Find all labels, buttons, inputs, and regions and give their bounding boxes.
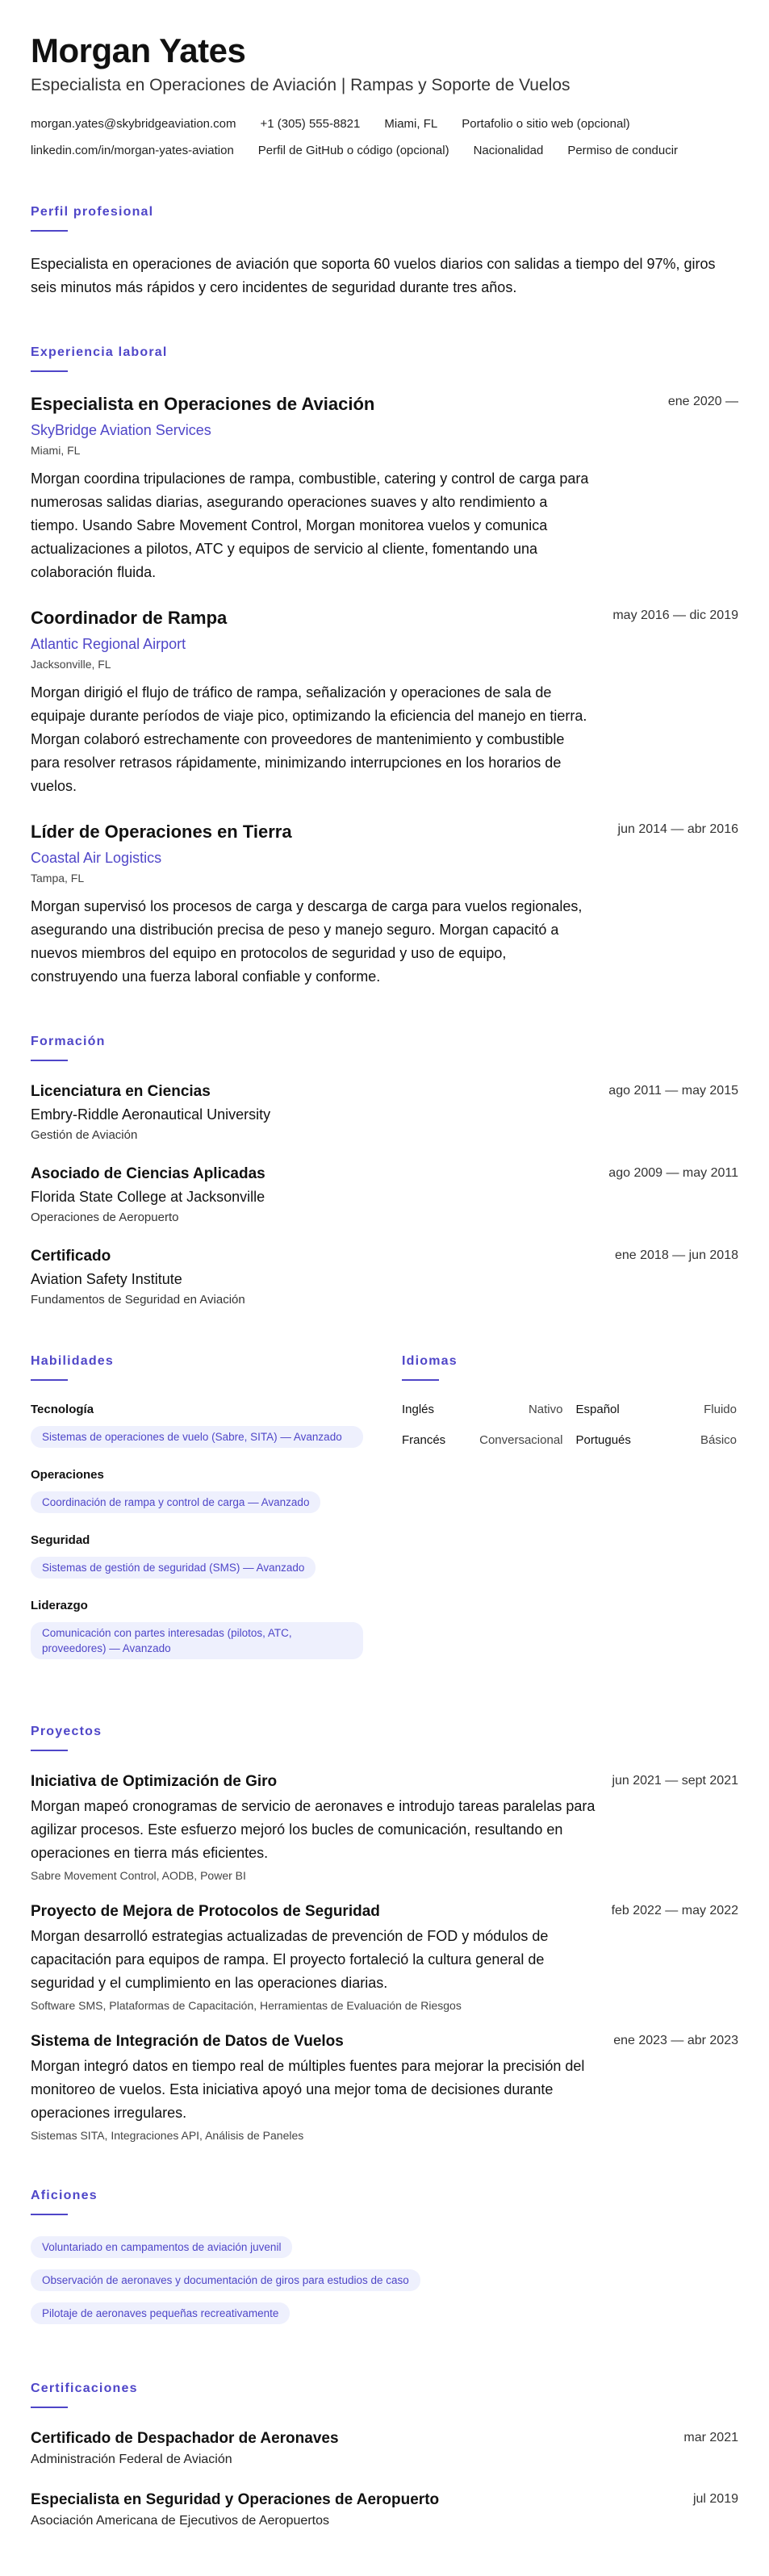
language-name: Español: [575, 1403, 620, 1416]
language-level: Nativo: [528, 1403, 563, 1416]
skill-group: [31, 1598, 370, 1659]
hobby-row: [31, 2302, 738, 2336]
section-title-experience: Experiencia laboral: [31, 345, 168, 359]
section-title-certifications: Certificaciones: [31, 2382, 138, 2395]
job-description: Morgan dirigió el flujo de tráfico de rampa, señalización y operaciones de sala de equipaje durante períodos de viaje pico, optimizando la eficiencia del manejo en tierra. Morgan colaboró estrechamente con proveedores de mantenimiento y combustible para resolver retrasos rápidamente, minimizando interrupciones en los horarios de vuelos.: [31, 684, 587, 794]
language-item: [402, 1402, 563, 1418]
education-degree: Licenciatura en Ciencias: [31, 1083, 211, 1100]
education-field: Fundamentos de Seguridad en Aviación: [31, 1293, 245, 1307]
job-entry: [31, 393, 738, 584]
language-level: Fluido: [704, 1403, 737, 1416]
certification-name: Certificado de Despachador de Aeronaves: [31, 2430, 339, 2447]
skills-section: [31, 1353, 370, 1679]
job-entry: [31, 821, 738, 989]
skill-category: Operaciones: [31, 1468, 104, 1482]
project-dates: jun 2021 — sept 2021: [612, 1774, 738, 1788]
project-entry: [31, 1902, 738, 2013]
project-description: Morgan desarrolló estrategias actualizadas de prevención de FOD y módulos de capacitación para equipos de rampa. El proyecto fortaleció la cultura general de seguridad y el cumplimiento en las operaciones diarias.: [31, 1928, 549, 1991]
job-title: Especialista en Operaciones de Aviación: [31, 394, 375, 414]
education-school: Embry-Riddle Aeronautical University: [31, 1106, 271, 1123]
education-field: Operaciones de Aeropuerto: [31, 1211, 179, 1224]
education-entry: [31, 1165, 738, 1226]
summary-section: [31, 204, 738, 299]
language-item: [576, 1432, 738, 1449]
education-entry: [31, 1082, 738, 1144]
project-entry: [31, 1772, 738, 1883]
section-divider: [31, 230, 68, 232]
certification-date: mar 2021: [683, 2431, 738, 2444]
project-description: Morgan mapeó cronogramas de servicio de aeronaves e introdujo tareas paralelas para agilizar procesos. Este esfuerzo mejoró los bucles de comunicación, resultando en operaciones en tierra más eficientes.: [31, 1798, 596, 1861]
education-section: [31, 1034, 738, 1308]
project-tech: Sistemas SITA, Integraciones API, Análisis de Paneles: [31, 2129, 304, 2142]
resume-header: [31, 31, 738, 159]
hobby-pill: Voluntariado en campamentos de aviación juvenil: [31, 2236, 292, 2258]
skill-group: [31, 1467, 370, 1513]
section-title-education: Formación: [31, 1035, 106, 1048]
summary-text: Especialista en operaciones de aviación que soporta 60 vuelos diarios con salidas a tiempo del 97%, giros seis minutos más rápidos y cero incidentes de seguridad durante tres años.: [31, 256, 716, 295]
certification-entry: [31, 2429, 738, 2468]
education-school: Aviation Safety Institute: [31, 1271, 182, 1287]
education-dates: ago 2011 — may 2015: [608, 1084, 738, 1098]
skill-category: Liderazgo: [31, 1599, 88, 1612]
job-location: Tampa, FL: [31, 872, 85, 884]
language-item: [402, 1432, 563, 1449]
skill-pill: Sistemas de gestión de seguridad (SMS) — Avanzado: [31, 1557, 316, 1579]
education-field: Gestión de Aviación: [31, 1128, 138, 1142]
contact-linkedin[interactable]: linkedin.com/in/morgan-yates-aviation: [31, 144, 234, 157]
language-name: Portugués: [575, 1433, 631, 1447]
project-dates: feb 2022 — may 2022: [611, 1904, 738, 1917]
language-grid: [402, 1402, 737, 1449]
skills-languages-row: [31, 1353, 738, 1679]
education-degree: Certificado: [31, 1248, 111, 1265]
contact-license: Permiso de conducir: [567, 144, 679, 157]
contact-location: Miami, FL: [384, 117, 438, 131]
job-entry: [31, 607, 738, 798]
hobby-pill: Observación de aeronaves y documentación de giros para estudios de caso: [31, 2269, 420, 2291]
hobby-row: [31, 2236, 738, 2269]
hobby-pill: Pilotaje de aeronaves pequeñas recreativamente: [31, 2302, 290, 2324]
job-title: Coordinador de Rampa: [31, 608, 228, 628]
candidate-name: Morgan Yates: [31, 31, 246, 69]
projects-section: [31, 1724, 738, 2143]
language-level: Básico: [700, 1433, 737, 1447]
contact-email[interactable]: morgan.yates@skybridgeaviation.com: [31, 117, 236, 131]
certification-name: Especialista en Seguridad y Operaciones de Aeropuerto: [31, 2491, 440, 2508]
skill-category: Seguridad: [31, 1533, 90, 1547]
education-dates: ene 2018 — jun 2018: [614, 1248, 738, 1262]
contact-github[interactable]: Perfil de GitHub o código (opcional): [257, 144, 449, 157]
language-name: Francés: [402, 1433, 446, 1447]
language-level: Conversacional: [479, 1433, 563, 1447]
section-title-skills: Habilidades: [31, 1354, 115, 1368]
project-title: Proyecto de Mejora de Protocolos de Seguridad: [31, 1903, 380, 1920]
project-description: Morgan integró datos en tiempo real de múltiples fuentes para mejorar la precisión del monitoreo de vuelos. Esta iniciativa apoyó una mejor toma de decisiones durante operaciones irregulares.: [31, 2058, 585, 2121]
languages-section: [402, 1353, 737, 1679]
section-divider: [31, 370, 68, 372]
project-title: Iniciativa de Optimización de Giro: [31, 1773, 278, 1790]
certification-entry: [31, 2490, 738, 2529]
skill-group: [31, 1533, 370, 1579]
certification-issuer: Administración Federal de Aviación: [31, 2453, 232, 2466]
job-dates: may 2016 — dic 2019: [612, 608, 738, 622]
skill-pill: Sistemas de operaciones de vuelo (Sabre, SITA) — Avanzado: [31, 1426, 363, 1448]
experience-section: [31, 345, 738, 989]
contact-info: [31, 116, 733, 159]
job-dates: jun 2014 — abr 2016: [617, 822, 738, 836]
skill-group: [31, 1402, 370, 1448]
job-location: Miami, FL: [31, 444, 81, 457]
project-title: Sistema de Integración de Datos de Vuelos: [31, 2033, 344, 2050]
education-degree: Asociado de Ciencias Aplicadas: [31, 1165, 265, 1182]
education-entry: [31, 1247, 738, 1308]
certification-issuer: Asociación Americana de Ejecutivos de Aeropuertos: [31, 2514, 329, 2528]
section-divider: [31, 2407, 68, 2408]
job-company[interactable]: Coastal Air Logistics: [31, 850, 162, 866]
section-divider: [31, 1750, 68, 1751]
hobby-row: [31, 2269, 738, 2302]
education-school: Florida State College at Jacksonville: [31, 1189, 265, 1205]
skill-pill: Coordinación de rampa y control de carga — Avanzado: [31, 1491, 320, 1513]
job-location: Jacksonville, FL: [31, 658, 111, 671]
job-description: Morgan supervisó los procesos de carga y descarga de carga para vuelos regionales, asegurando una distribución precisa de peso y manejo seguro. Morgan capacitó a nuevos miembros del equipo en protocolos de seguridad y uso de equipo, construyendo una fuerza laboral confiable y conforme.: [31, 898, 583, 985]
language-name: Inglés: [402, 1403, 435, 1416]
job-dates: ene 2020 —: [667, 395, 738, 408]
project-tech: Software SMS, Plataformas de Capacitación, Herramientas de Evaluación de Riesgos: [31, 1999, 462, 2012]
section-divider: [31, 2214, 68, 2215]
hobbies-section: [31, 2188, 738, 2336]
certifications-section: [31, 2381, 738, 2529]
job-company[interactable]: Atlantic Regional Airport: [31, 636, 186, 652]
certification-date: jul 2019: [692, 2492, 738, 2506]
skill-pill: Comunicación con partes interesadas (pilotos, ATC, proveedores) — Avanzado: [31, 1622, 363, 1659]
section-title-languages: Idiomas: [402, 1354, 458, 1368]
contact-nationality: Nacionalidad: [473, 144, 544, 157]
section-divider: [402, 1379, 439, 1381]
section-title-hobbies: Aficiones: [31, 2189, 98, 2202]
section-title-projects: Proyectos: [31, 1725, 102, 1738]
project-tech: Sabre Movement Control, AODB, Power BI: [31, 1869, 246, 1882]
contact-website[interactable]: Portafolio o sitio web (opcional): [462, 117, 630, 131]
job-description: Morgan coordina tripulaciones de rampa, combustible, catering y control de carga para numerosas salidas diarias, asegurando operaciones suaves y alto rendimiento a tiempo. Usando Sabre Movement Control, Morgan monitorea vuelos y comunica actualizaciones a pilotos, ATC y equipos de servicio al cliente, fomentando una colaboración fluida.: [31, 470, 589, 580]
language-item: [576, 1402, 738, 1418]
section-divider: [31, 1379, 68, 1381]
project-dates: ene 2023 — abr 2023: [613, 2034, 738, 2047]
job-title: Líder de Operaciones en Tierra: [31, 822, 292, 842]
skill-category: Tecnología: [31, 1403, 94, 1416]
job-company[interactable]: SkyBridge Aviation Services: [31, 422, 211, 438]
contact-phone[interactable]: +1 (305) 555-8821: [260, 117, 361, 131]
education-dates: ago 2009 — may 2011: [608, 1166, 738, 1180]
project-entry: [31, 2032, 738, 2143]
section-title-summary: Perfil profesional: [31, 205, 154, 219]
section-divider: [31, 1060, 68, 1061]
candidate-headline: Especialista en Operaciones de Aviación | Rampas y Soporte de Vuelos: [31, 76, 570, 94]
